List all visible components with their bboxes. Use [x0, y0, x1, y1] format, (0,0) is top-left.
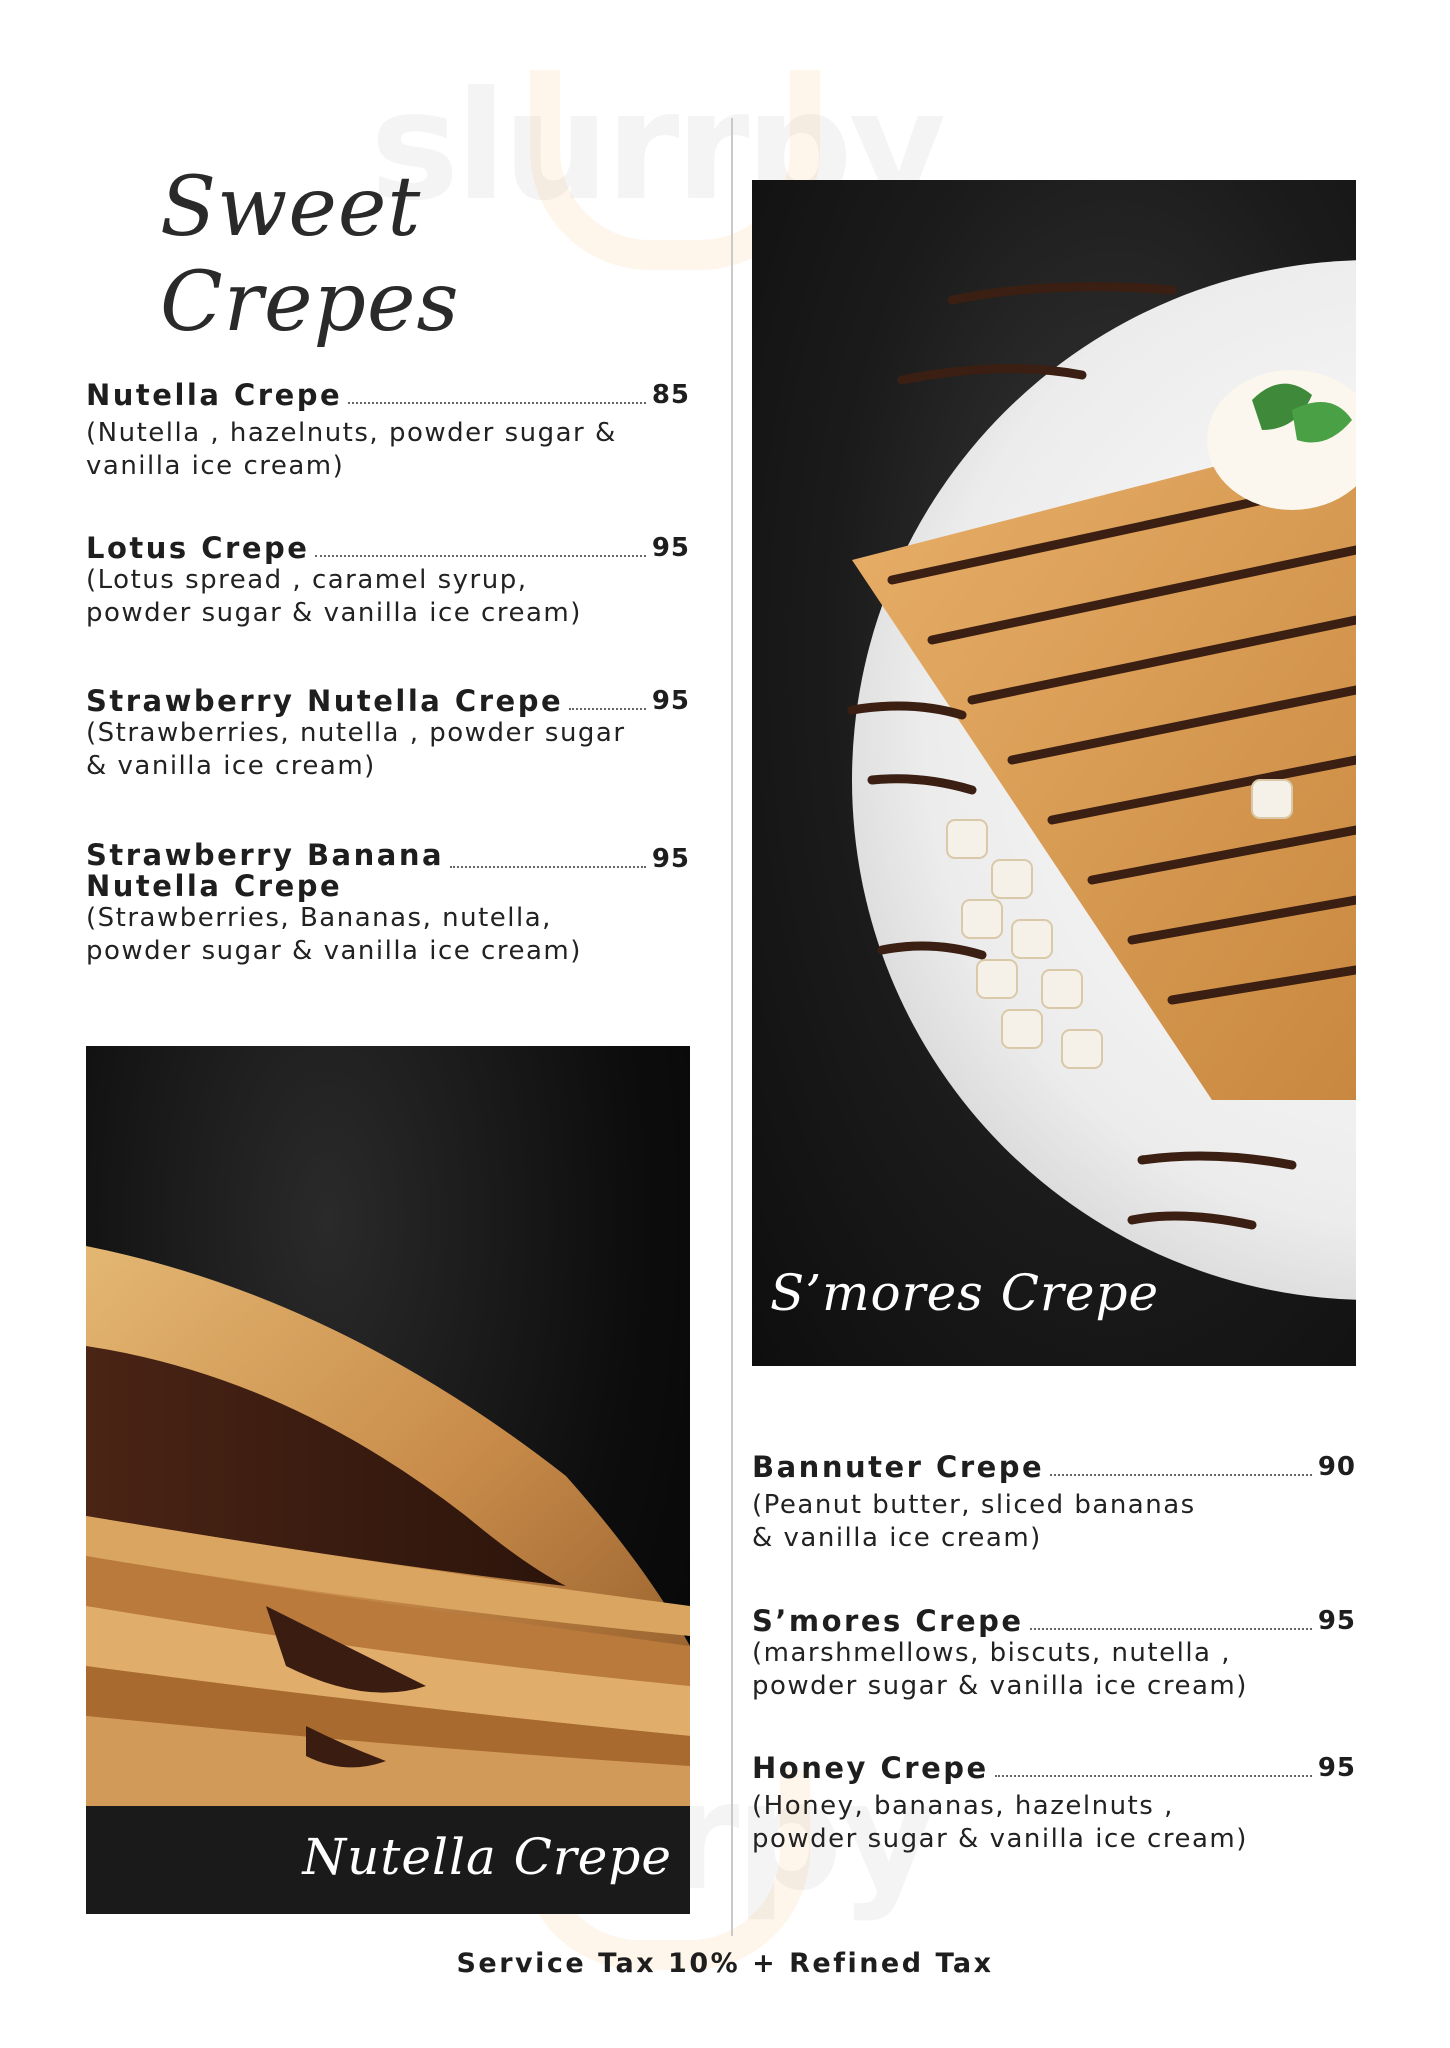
menu-item-honey-crepe [752, 1753, 1356, 1856]
dotted-leader [450, 864, 646, 868]
item-description: (Honey, bananas, hazelnuts , powder sugar & vanilla ice cream) [752, 1791, 1248, 1854]
dotted-leader [569, 706, 646, 710]
dotted-leader [1030, 1626, 1312, 1630]
menu-item-lotus-crepe [86, 533, 690, 630]
menu-item-bannuter-crepe [752, 1452, 1356, 1555]
item-name: Nutella Crepe [86, 378, 343, 412]
photo-caption: Nutella Crepe [302, 1828, 672, 1886]
item-description: (Strawberries, nutella , powder sugar & vanilla ice cream) [86, 718, 626, 781]
item-description: (Nutella , hazelnuts, powder sugar & vanilla ice cream) [86, 418, 617, 481]
tax-note: Service Tax 10% + Refined Tax [456, 1948, 994, 1979]
dotted-leader [348, 400, 646, 404]
menu-item-strawberry-banana-nutella-crepe [86, 840, 690, 968]
item-price: 95 [1317, 1606, 1356, 1636]
item-name: Strawberry Banana Nutella Crepe [86, 838, 445, 903]
item-price: 95 [1317, 1753, 1356, 1783]
smores-crepe-photo [752, 180, 1356, 1366]
item-price: 90 [1317, 1452, 1356, 1482]
menu-item-strawberry-nutella-crepe [86, 686, 690, 783]
crepe-stack-illustration [86, 1046, 690, 1914]
page-title: Sweet Crepes [160, 160, 460, 350]
dotted-leader [995, 1773, 1312, 1777]
item-price: 95 [651, 686, 690, 716]
item-description: (Strawberries, Bananas, nutella, powder sugar & vanilla ice cream) [86, 903, 582, 966]
menu-item-nutella-crepe [86, 380, 690, 483]
item-name: S’mores Crepe [752, 1604, 1024, 1638]
item-name: Bannuter Crepe [752, 1450, 1045, 1484]
item-name: Strawberry Nutella Crepe [86, 684, 564, 718]
dotted-leader [315, 553, 645, 557]
column-divider [731, 118, 733, 1936]
item-name: Honey Crepe [752, 1751, 989, 1785]
item-price: 95 [651, 533, 690, 563]
item-price: 95 [651, 844, 690, 874]
item-price: 85 [651, 380, 690, 410]
photo-caption: S’mores Crepe [770, 1264, 1160, 1322]
dotted-leader [1050, 1472, 1312, 1476]
item-description: (marshmellows, biscuts, nutella , powder sugar & vanilla ice cream) [752, 1638, 1248, 1701]
nutella-crepe-photo [86, 1046, 690, 1914]
menu-item-smores-crepe [752, 1606, 1356, 1703]
item-description: (Peanut butter, sliced bananas & vanilla ice cream) [752, 1490, 1196, 1553]
smores-plate-illustration [752, 180, 1356, 1366]
item-name: Lotus Crepe [86, 531, 310, 565]
item-description: (Lotus spread , caramel syrup, powder sugar & vanilla ice cream) [86, 565, 582, 628]
